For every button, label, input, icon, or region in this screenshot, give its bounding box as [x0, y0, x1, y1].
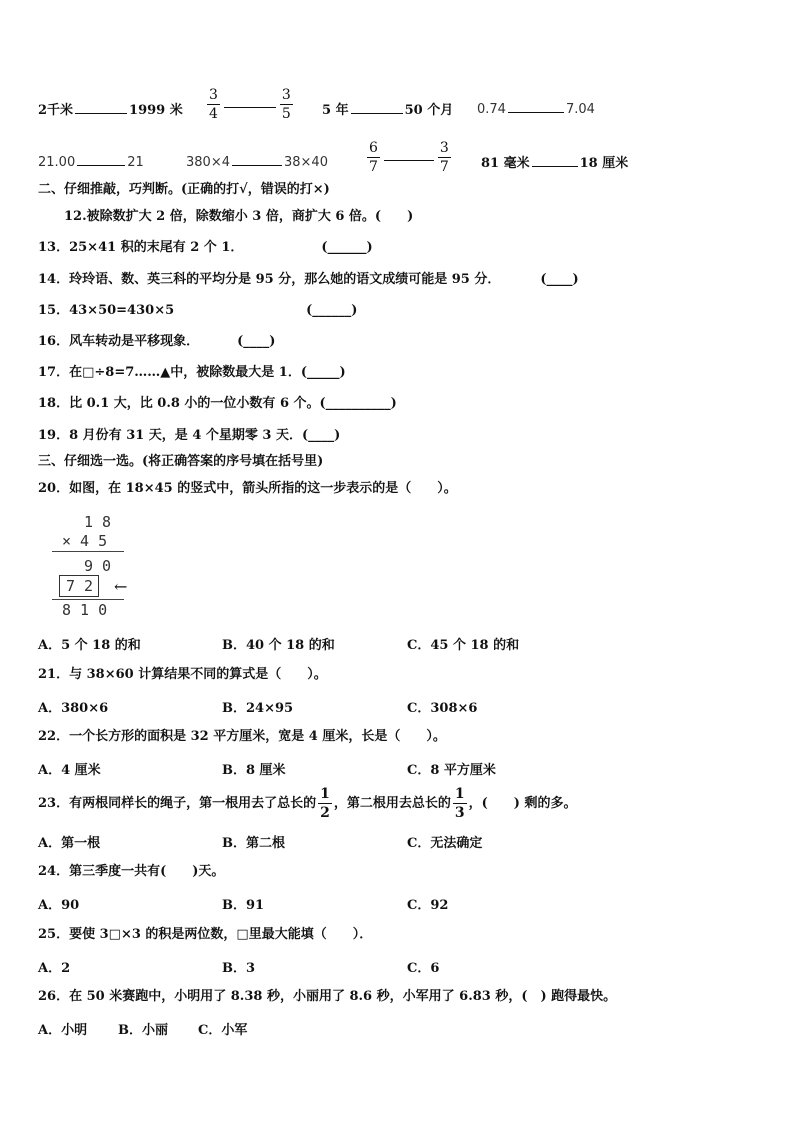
calc-row: × 4 5	[62, 532, 108, 550]
answer-blank[interactable]	[532, 153, 578, 167]
answer-blank[interactable]	[384, 147, 434, 161]
option-b[interactable]: B．3	[222, 961, 256, 976]
vertical-multiplication-figure	[50, 513, 150, 623]
answer-bracket[interactable]: (____)	[540, 272, 579, 287]
fraction: $\frac{1}{3}$	[454, 786, 465, 821]
option-a[interactable]: A．5 个 18 的和	[38, 638, 141, 653]
question-22: 22．一个长方形的面积是 32 平方厘米，宽是 4 厘米，长是（ ）。	[38, 729, 446, 744]
answer-blank[interactable]	[232, 152, 282, 166]
answer-bracket[interactable]: (____)	[237, 334, 276, 349]
compare-item: 5 年 50 个月	[322, 99, 453, 118]
option-c[interactable]: C．45 个 18 的和	[407, 638, 520, 653]
question-12: 12.被除数扩大 2 倍，除数缩小 3 倍，商扩大 6 倍。( )	[64, 209, 414, 224]
option-c[interactable]: C．308×6	[407, 701, 478, 716]
question-24: 24．第三季度一共有( )天。	[38, 864, 225, 879]
option-a[interactable]: A．90	[38, 898, 80, 913]
option-a[interactable]: A．380×6	[38, 701, 109, 716]
answer-blank[interactable]	[77, 152, 125, 166]
answer-bracket[interactable]: (______)	[306, 303, 358, 318]
answer-bracket[interactable]: ( )	[374, 209, 414, 224]
question-20: 20．如图，在 18×45 的竖式中，箭头所指的这一步表示的是（ ）。	[38, 481, 457, 496]
fraction: $\frac{3}{5}$	[281, 87, 291, 122]
fraction: $\frac{1}{2}$	[320, 786, 330, 821]
answer-blank[interactable]	[351, 100, 403, 114]
option-b[interactable]: B．24×95	[222, 701, 294, 716]
compare-item: 81 毫米 18 厘米	[481, 152, 628, 171]
option-a[interactable]: A．第一根	[38, 836, 101, 851]
compare-left: 2千米	[38, 103, 74, 118]
question-21: 21．与 38×60 计算结果不同的算式是（ ）。	[38, 667, 327, 682]
question-13: 13．25×41 积的末尾有 2 个 1． (______)	[38, 240, 373, 255]
calc-row: 8 1 0	[62, 601, 108, 619]
answer-bracket[interactable]: (____)	[302, 428, 341, 443]
calc-row: 7 2	[66, 577, 94, 595]
fraction: $\frac{6}{7}$	[369, 140, 378, 175]
answer-bracket[interactable]: (_____)	[300, 365, 346, 380]
compare-right: 1999 米	[129, 103, 183, 118]
section-title: 三、仔细选一选。(将正确答案的序号填在括号里)	[38, 454, 324, 469]
calc-line	[52, 599, 124, 600]
option-b[interactable]: B．40 个 18 的和	[222, 638, 335, 653]
question-14: 14．玲玲语、数、英三科的平均分是 95 分，那么她的语文成绩可能是 95 分． (____)	[38, 272, 579, 287]
option-b[interactable]: B．第二根	[222, 836, 285, 851]
question-19: 19．8 月份有 31 天，是 4 个星期零 3 天．(____)	[38, 428, 341, 443]
calc-row: 9 0	[84, 557, 112, 575]
answer-bracket[interactable]: (______)	[321, 240, 373, 255]
compare-item: 0.74 7.04	[477, 99, 595, 117]
question-23: 23．有两根同样长的绳子，第一根用去了总长的 $\frac{1}{2}$ ，第二根用去总长的 $\frac{1}{3}$ ，( ) 剩的多。	[38, 786, 577, 821]
question-18: 18．比 0.1 大，比 0.8 小的一位小数有 6 个。(__________)	[38, 396, 397, 411]
calc-row: 1 8	[84, 513, 112, 531]
calc-line	[52, 551, 124, 552]
option-b[interactable]: B．91	[222, 898, 265, 913]
option-a[interactable]: A．2	[38, 961, 71, 976]
question-17: 17．在□÷8=7……▲中，被除数最大是 1．(_____)	[38, 365, 346, 380]
compare-item: 21.00 21	[38, 152, 144, 170]
option-c[interactable]: C．小军	[198, 1023, 248, 1038]
option-b[interactable]: B．8 厘米	[222, 763, 286, 778]
question-16: 16．风车转动是平移现象． (____)	[38, 334, 276, 349]
compare-item	[38, 99, 183, 118]
answer-blank[interactable]	[75, 100, 127, 114]
question-15: 15．43×50=430×5 (______)	[38, 303, 358, 318]
fraction: $\frac{3}{4}$	[209, 87, 218, 122]
option-a[interactable]: A．小明	[38, 1023, 88, 1038]
option-a[interactable]: A．4 厘米	[38, 763, 101, 778]
question-26: 26．在 50 米赛跑中，小明用了 8.38 秒，小丽用了 8.6 秒，小军用了 6.83 秒，( ) 跑得最快。	[38, 989, 617, 1004]
option-c[interactable]: C．无法确定	[407, 836, 483, 851]
option-c[interactable]: C．8 平方厘米	[407, 763, 496, 778]
question-25: 25．要使 3□×3 的积是两位数，□里最大能填（ ）．	[38, 927, 373, 942]
answer-blank[interactable]	[224, 94, 276, 108]
option-c[interactable]: C．6	[407, 961, 440, 976]
compare-item	[205, 86, 295, 123]
arrow-left-icon: ←	[114, 577, 128, 596]
fraction: $\frac{3}{7}$	[439, 140, 449, 175]
compare-item	[365, 139, 453, 176]
compare-item: 380×4 38×40	[186, 152, 328, 170]
option-b[interactable]: B．小丽	[118, 1023, 168, 1038]
answer-bracket[interactable]: (__________)	[319, 396, 397, 411]
section-title: 二、仔细推敲，巧判断。(正确的打√，错误的打×)	[38, 182, 330, 197]
option-c[interactable]: C．92	[407, 898, 449, 913]
answer-blank[interactable]	[508, 99, 564, 113]
